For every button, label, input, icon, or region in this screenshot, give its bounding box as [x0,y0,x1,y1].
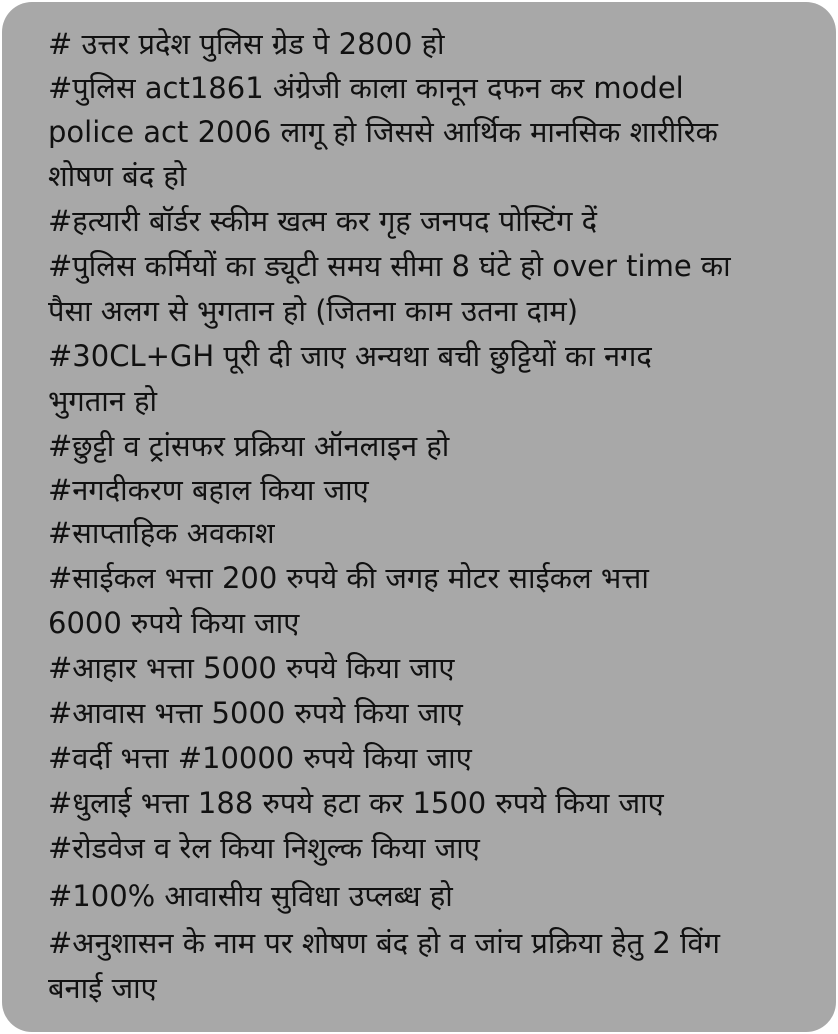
post-line-8: #30CL+GH पूरी दी जाए अन्यथा बची छुट्टियों का नगद [48,339,652,373]
post-line-6: #पुलिस कर्मियों का ड्यूटी समय सीमा 8 घंटे हो over time का [48,249,731,283]
post-line-7: पैसा अलग से भुगतान हो (जितना काम उतना दाम) [48,294,579,328]
post-card [2,2,836,1032]
post-line-16: #आवास भत्ता 5000 रुपये किया जाए [48,696,463,730]
post-line-2: #पुलिस act1861 अंग्रेजी काला कानून दफन कर model [48,71,684,105]
post-line-10: #छुट्टी व ट्रांसफर प्रक्रिया ऑनलाइन हो [48,429,450,463]
post-line-13: #साईकल भत्ता 200 रुपये की जगह मोटर साईकल भत्ता [48,561,649,595]
post-line-14: 6000 रुपये किया जाए [48,606,300,640]
post-line-3: police act 2006 लागू हो जिससे आर्थिक मानसिक शारीरिक [48,115,718,149]
post-line-19: #रोडवेज व रेल किया निशुल्क किया जाए [48,831,480,865]
post-line-17: #वर्दी भत्ता #10000 रुपये किया जाए [48,741,472,775]
post-line-21: #अनुशासन के नाम पर शोषण बंद हो व जांच प्रक्रिया हेतु 2 विंग [48,926,721,960]
post-line-5: #हत्यारी बॉर्डर स्कीम खत्म कर गृह जनपद पोस्टिंग दें [48,204,598,238]
post-line-15: #आहार भत्ता 5000 रुपये किया जाए [48,651,455,685]
post-line-1: # उत्तर प्रदेश पुलिस ग्रेड पे 2800 हो [48,27,445,61]
post-line-11: #नगदीकरण बहाल किया जाए [48,473,369,507]
post-line-20: #100% आवासीय सुविधा उप्लब्ध हो [48,879,453,913]
post-line-12: #साप्ताहिक अवकाश [48,516,275,550]
post-line-22: बनाई जाए [48,971,157,1005]
post-line-9: भुगतान हो [48,384,157,418]
post-line-18: #धुलाई भत्ता 188 रुपये हटा कर 1500 रुपये किया जाए [48,786,664,820]
post-line-4: शोषण बंद हो [48,159,187,193]
